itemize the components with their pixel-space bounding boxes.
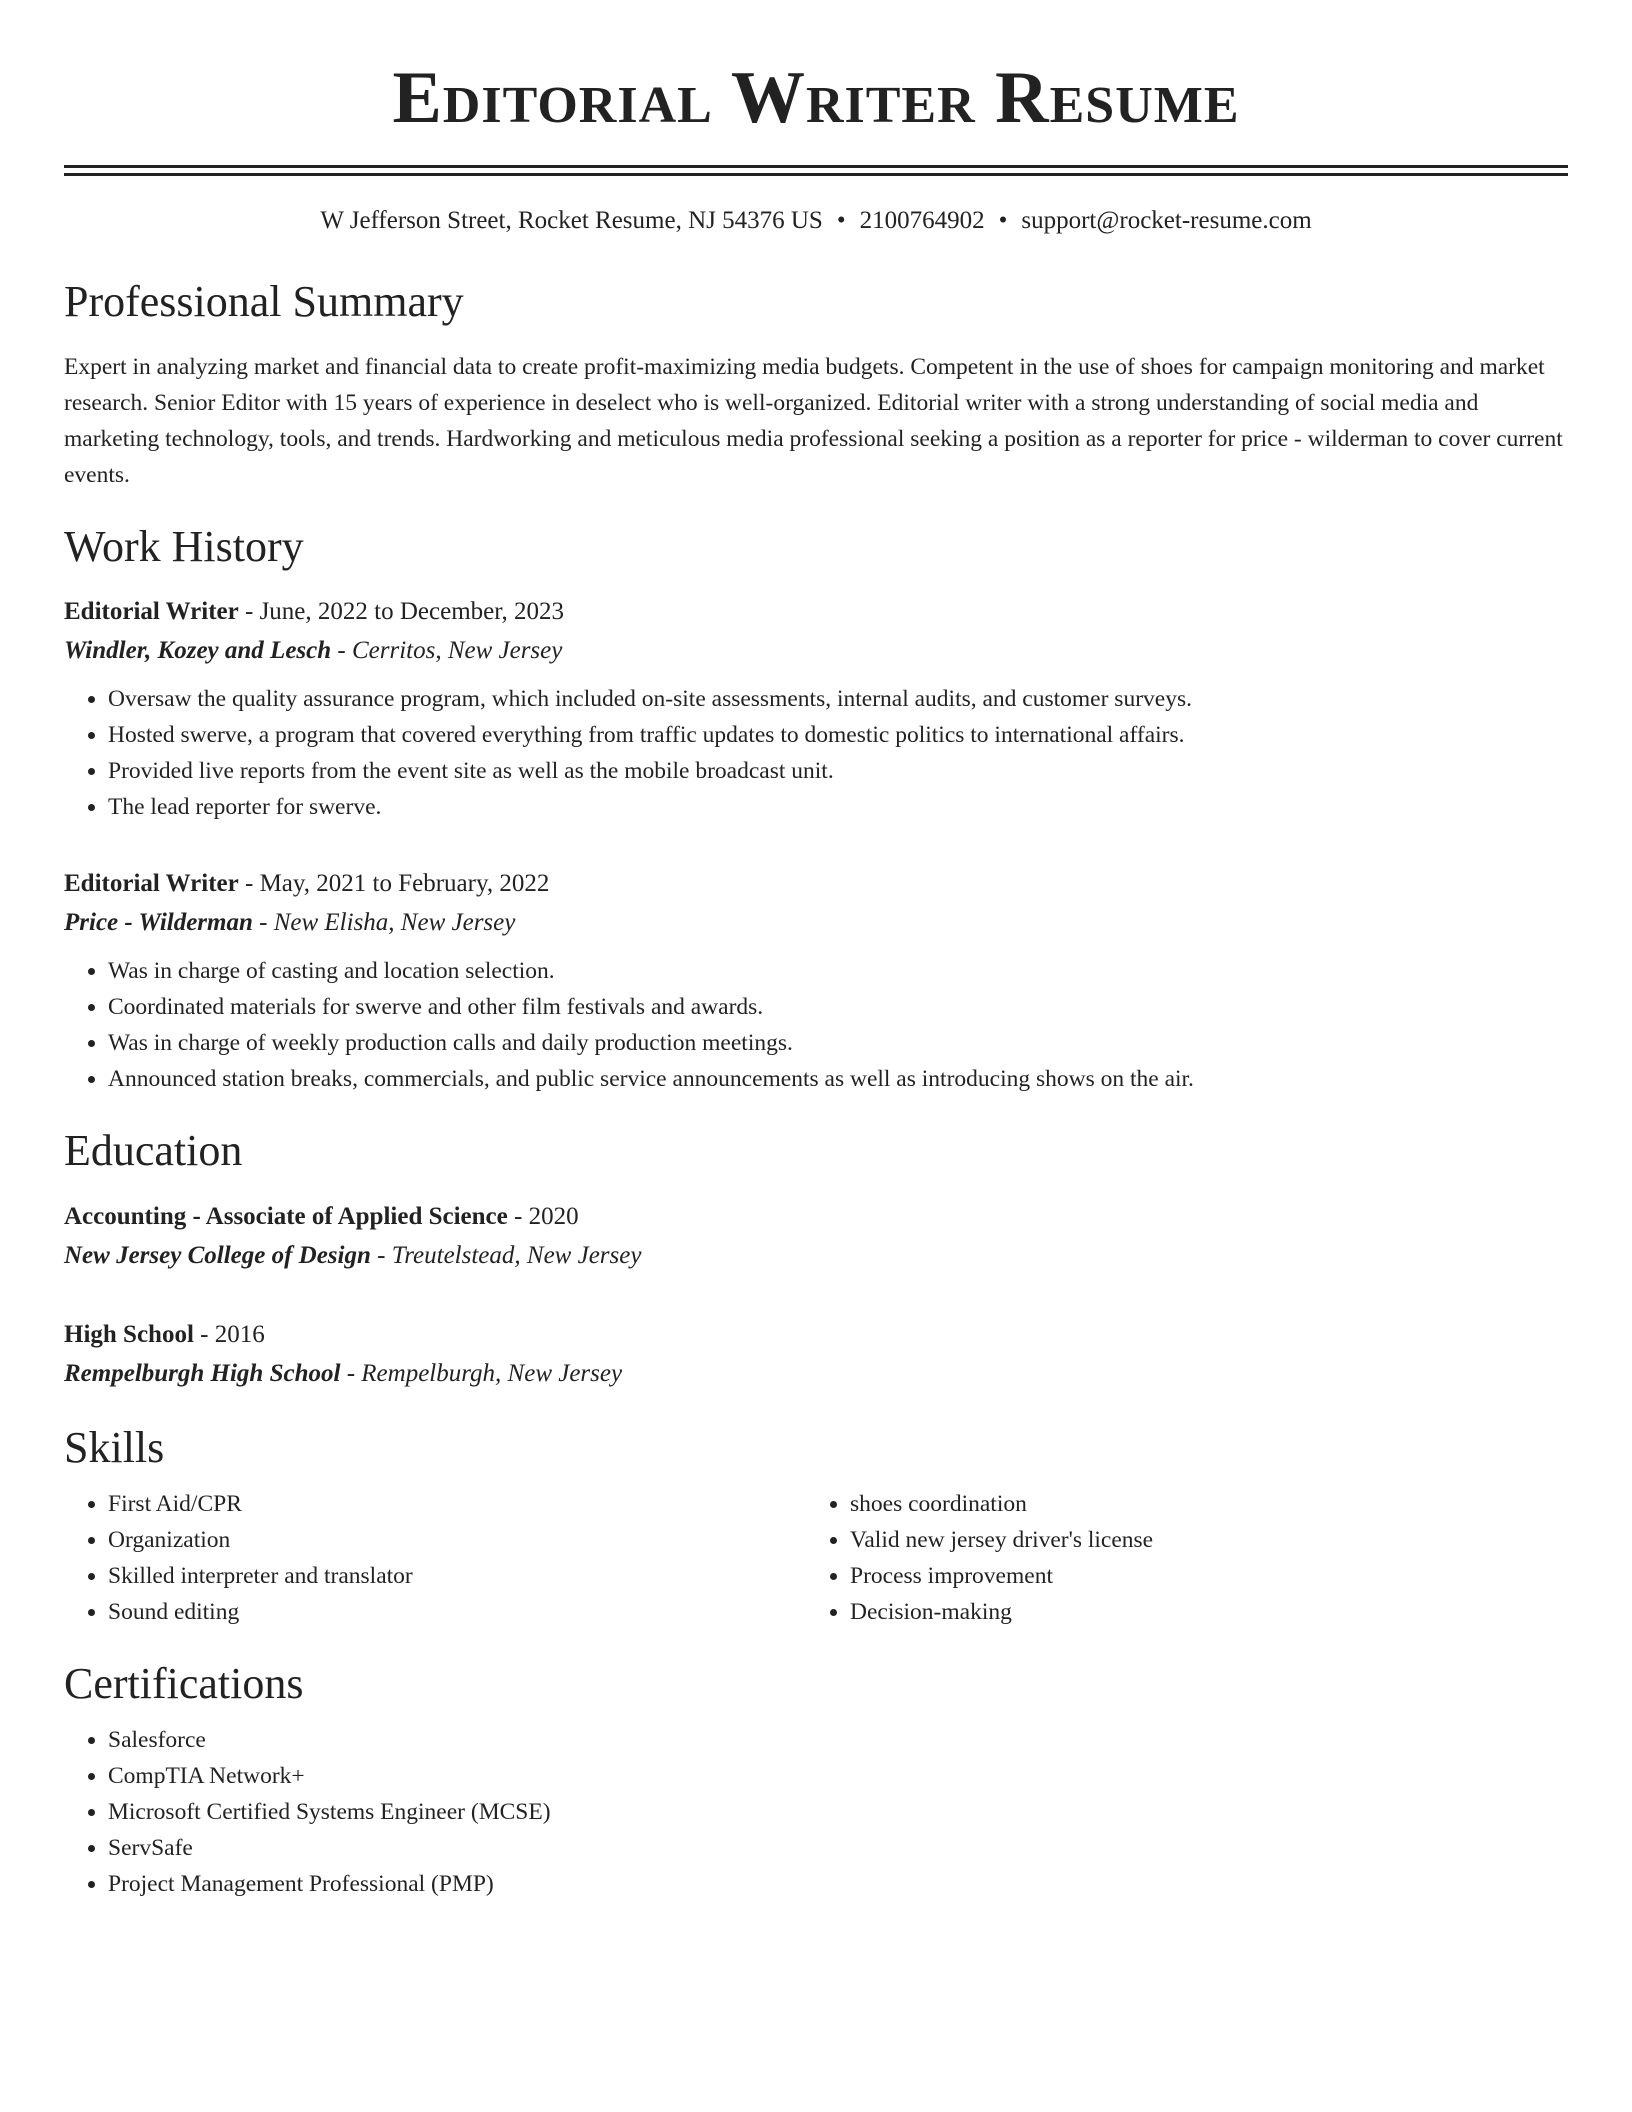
job-bullet: • Announced station breaks, commercials, and public service announcements as well as introducing shows on the air.	[108, 1061, 1568, 1097]
degree-line	[64, 1198, 1568, 1236]
job-company: Price - Wilderman	[64, 909, 253, 937]
certification-item: • Microsoft Certified Systems Engineer (MCSE)	[108, 1794, 1568, 1830]
skill-item: • Valid new jersey driver's license	[850, 1522, 1548, 1558]
education-entry	[64, 1316, 1568, 1394]
job-bullet: • Oversaw the quality assurance program, which included on-site assessments, internal audits, and customer surveys.	[108, 681, 1568, 717]
summary-heading: Professional Summary	[64, 277, 464, 327]
contact-separator: •	[836, 207, 846, 235]
contact-phone: 2100764902	[859, 207, 985, 235]
certification-item: • Salesforce	[108, 1722, 1568, 1758]
education-heading: Education	[64, 1126, 243, 1176]
skill-item: • Process improvement	[850, 1558, 1548, 1594]
job-title-line	[64, 593, 1568, 631]
skill-item: • Organization	[108, 1522, 806, 1558]
certification-item: • ServSafe	[108, 1830, 1568, 1866]
school-line	[64, 1236, 1568, 1276]
certifications-list	[64, 1722, 1568, 1902]
skill-item: • Sound editing	[108, 1594, 806, 1630]
degree-name: Accounting - Associate of Applied Science	[64, 1202, 508, 1230]
skill-item: • Decision-making	[850, 1594, 1548, 1630]
job-dates: - June, 2022 to December, 2023	[238, 598, 565, 626]
skill-item: • shoes coordination	[850, 1486, 1548, 1522]
job-bullets	[64, 681, 1568, 825]
school-name: Rempelburgh High School	[64, 1359, 341, 1387]
job-entry	[64, 865, 1568, 1097]
title-divider-bottom	[64, 173, 1568, 176]
certification-item: • Project Management Professional (PMP)	[108, 1866, 1568, 1902]
skills-list	[64, 1486, 806, 1630]
job-entry	[64, 593, 1568, 825]
title-divider-top	[64, 165, 1568, 168]
school-location: - Rempelburgh, New Jersey	[340, 1359, 623, 1387]
job-company-line	[64, 631, 1568, 671]
resume-page	[64, 0, 1568, 1902]
degree-year: - 2016	[193, 1320, 265, 1348]
job-bullets	[64, 953, 1568, 1097]
job-company-line	[64, 903, 1568, 943]
school-name: New Jersey College of Design	[64, 1241, 371, 1269]
skills-grid	[64, 1486, 1568, 1630]
certifications-heading: Certifications	[64, 1658, 304, 1708]
education-section	[64, 1127, 1568, 1393]
job-dates: - May, 2021 to February, 2022	[238, 870, 550, 898]
resume-title: Editorial Writer Resume	[392, 57, 1240, 139]
job-location: - New Elisha, New Jersey	[252, 909, 516, 937]
education-entry	[64, 1198, 1568, 1276]
school-location: - Treutelstead, New Jersey	[370, 1241, 642, 1269]
job-title-line	[64, 865, 1568, 903]
school-line	[64, 1354, 1568, 1394]
skill-item: • Skilled interpreter and translator	[108, 1558, 806, 1594]
contact-separator: •	[998, 207, 1008, 235]
job-bullet: • Coordinated materials for swerve and other film festivals and awards.	[108, 989, 1568, 1025]
certifications-section	[64, 1660, 1568, 1902]
job-company: Windler, Kozey and Lesch	[64, 637, 332, 665]
skills-column-left	[64, 1486, 806, 1630]
summary-text: Expert in analyzing market and financial data to create profit-maximizing media budgets. Competent in the use of shoes for campaign monitoring and market research. Senior Editor with 15 years of experience in deselect who is well-organized. Editorial writer with a strong understanding of social media and marketing technology, tools, and trends. Hardworking and meticulous media professional seeking a position as a reporter for price - wilderman to cover current events.	[64, 353, 1563, 488]
skill-item: • First Aid/CPR	[108, 1486, 806, 1522]
skills-column-right	[806, 1486, 1548, 1630]
skills-list	[806, 1486, 1548, 1630]
job-location: - Cerritos, New Jersey	[331, 637, 563, 665]
contact-line	[64, 206, 1568, 236]
degree-line	[64, 1316, 1568, 1354]
certification-item: • CompTIA Network+	[108, 1758, 1568, 1794]
job-bullet: • Was in charge of casting and location selection.	[108, 953, 1568, 989]
contact-email: support@rocket-resume.com	[1021, 207, 1312, 235]
job-bullet: • Hosted swerve, a program that covered everything from traffic updates to domestic politics to international affairs.	[108, 717, 1568, 753]
degree-name: High School	[64, 1320, 194, 1348]
job-bullet: • Provided live reports from the event site as well as the mobile broadcast unit.	[108, 753, 1568, 789]
job-title: Editorial Writer	[64, 870, 239, 898]
contact-address: W Jefferson Street, Rocket Resume, NJ 54376 US	[320, 207, 823, 235]
job-bullet: • The lead reporter for swerve.	[108, 789, 1568, 825]
job-title: Editorial Writer	[64, 598, 239, 626]
degree-year: - 2020	[507, 1202, 579, 1230]
job-bullet: • Was in charge of weekly production calls and daily production meetings.	[108, 1025, 1568, 1061]
work-history-heading: Work History	[64, 521, 304, 571]
skills-heading: Skills	[64, 1422, 165, 1472]
work-history-section	[64, 523, 1568, 1097]
skills-section	[64, 1424, 1568, 1630]
